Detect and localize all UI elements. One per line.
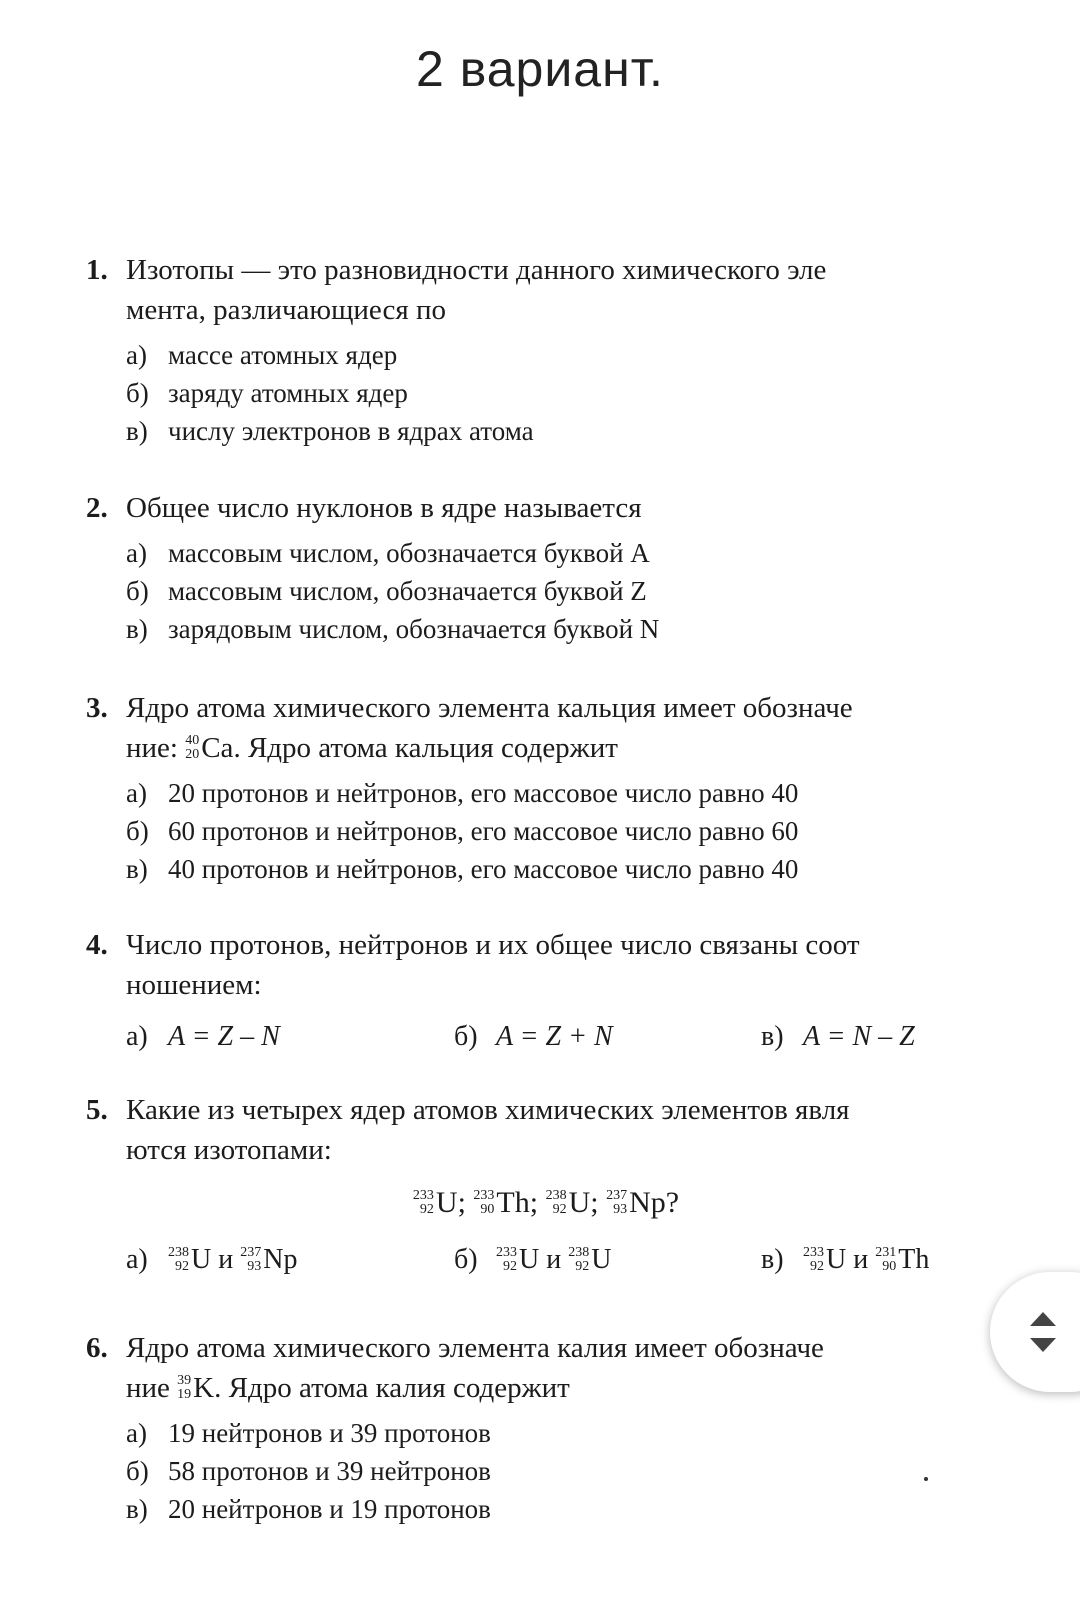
nuclide-notation: 233 92 [412,1188,434,1218]
up-down-arrows-icon [1028,1310,1058,1354]
question-text: Ядро атома химического элемента калия имеет обозначе [126,1332,824,1364]
nuclide-list: 233 92 U; 233 90 Th; 238 92 U; 237 93 Np? [412,1186,680,1219]
question-text: Какие из четырех ядер атомов химических элементов явля [126,1094,850,1126]
question-number: 3. [86,692,108,724]
answer-option: б) массовым числом, обозначается буквой Z [126,576,647,606]
question-number: 1. [86,254,108,286]
question-text: ются изотопами: [126,1134,332,1166]
question-text: Число протонов, нейтронов и их общее число связаны соот [126,929,860,961]
question-5 [86,1090,1006,1280]
answer-option: а) 19 нейтронов и 39 протонов [126,1418,491,1448]
page-title: 2 вариант. [416,41,664,97]
question-text: Изотопы — это разновидности данного химического эле [126,254,827,286]
answer-option: в) 233 92 U и 231 90 Th [761,1244,930,1275]
answer-option: а) 238 92 U и 237 93 Np [126,1244,298,1275]
question-1 [86,250,1006,450]
nuclide-notation: 39 19 [177,1373,192,1403]
nuclide-notation: 40 20 [185,733,200,763]
question-number: 6. [86,1332,108,1364]
question-text: мента, различающиеся по [126,294,447,326]
answer-option: в) зарядовым числом, обозначается буквой N [126,614,660,644]
answer-option: б) 233 92 U и 238 92 U [454,1244,612,1275]
nuclide-notation: 233 90 [473,1188,495,1218]
question-text: ние 39 19 K. Ядро атома калия содержит [126,1372,570,1404]
answer-option: в) числу электронов в ядрах атома [126,416,534,446]
question-number: 4. [86,929,108,961]
answer-option: в) A = N – Z [761,1021,915,1052]
answer-option: а) A = Z – N [126,1021,280,1052]
answer-option: а) 20 протонов и нейтронов, его массовое число равно 40 [126,778,799,808]
question-3 [86,688,1006,888]
answer-option: б) A = Z + N [454,1021,613,1052]
answer-option: в) 40 протонов и нейтронов, его массовое число равно 40 [126,854,799,884]
question-4 [86,925,1006,1057]
question-text: ние: 40 20 Ca. Ядро атома кальция содержит [126,732,618,764]
answer-option: б) заряду атомных ядер [126,378,408,408]
answer-option: а) массе атомных ядер [126,340,398,370]
question-number: 2. [86,492,108,524]
question-text: Общее число нуклонов в ядре называется [126,492,642,524]
answer-option: б) 58 протонов и 39 нейтронов [126,1456,491,1486]
answer-option: а) массовым числом, обозначается буквой A [126,538,650,568]
answer-option: б) 60 протонов и нейтронов, его массовое число равно 60 [126,816,799,846]
question-2 [86,488,1006,648]
nuclide-notation: 238 92 [545,1188,567,1218]
question-6 [86,1328,1006,1528]
question-text: ношением: [126,969,262,1001]
nuclide-notation: 237 93 [606,1188,628,1218]
question-number: 5. [86,1094,108,1126]
question-text: Ядро атома химического элемента кальция имеет обозначе [126,692,853,724]
scan-speck [924,1477,928,1481]
answer-option: в) 20 нейтронов и 19 протонов [126,1494,491,1524]
